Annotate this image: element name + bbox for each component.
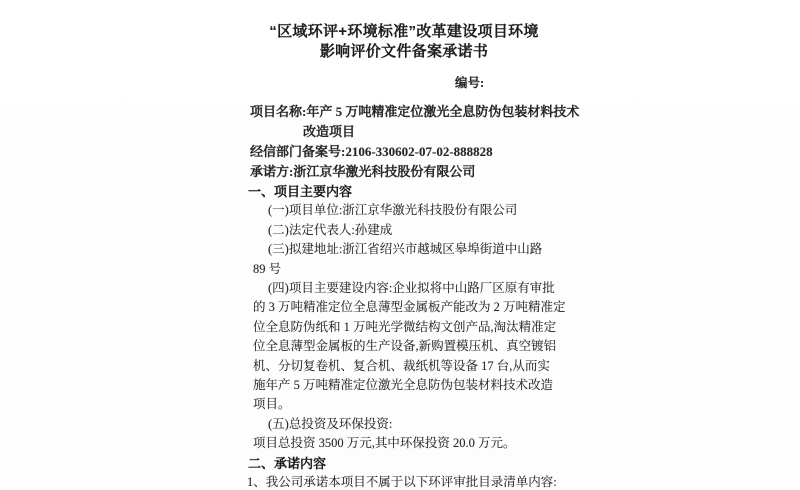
field-project-name: 项目名称:年产 5 万吨精准定位激光全息防伪包装材料技术	[250, 104, 580, 119]
section1-item4-line: 位全息薄型金属板的生产设备,新购置模压机、真空镀铝	[253, 339, 557, 354]
section1-item4-line: 施年产 5 万吨精准定位激光全息防伪包装材料技术改造	[253, 378, 554, 393]
section1-item4-line: 机、分切复卷机、复合机、裁纸机等设备 17 台,从而实	[253, 358, 550, 373]
field-record-number: 经信部门备案号:2106-330602-07-02-888828	[250, 144, 493, 159]
section1-heading: 一、项目主要内容	[248, 184, 353, 199]
header-fields	[243, 102, 580, 182]
section1-item5-continuation: 项目总投资 3500 万元,其中环保投资 20.0 万元。	[253, 436, 516, 451]
document-title-line2: 影响评价文件备案承诺书	[319, 43, 489, 60]
document-number-label: 编号:	[455, 76, 485, 90]
section1-item3: (三)拟建地址:浙江省绍兴市越城区皋埠街道中山路	[268, 242, 543, 257]
section1-item3-continuation: 89 号	[253, 261, 282, 276]
section2-heading: 二、承诺内容	[248, 455, 327, 471]
field-promisor: 承诺方:浙江京华激光科技股份有限公司	[250, 164, 476, 179]
section1-item4-line: (四)项目主要建设内容:企业拟将中山路厂区原有审批	[268, 281, 555, 296]
section1-item4-line: 的 3 万吨精准定位全息薄型金属板产能改为 2 万吨精准定	[253, 300, 566, 315]
section2-item1: 1、我公司承诺本项目不属于以下环评审批目录清单内容:	[247, 475, 557, 490]
document-title-line1: “区域环评+环境标准”改革建设项目环境	[269, 23, 539, 40]
section1-item2: (二)法定代表人:孙建成	[268, 222, 393, 237]
section1-item5: (五)总投资及环保投资:	[268, 416, 393, 431]
scanned-document	[243, 0, 580, 490]
section1-item4-line: 位全息防伪纸和 1 万吨光学微结构文创产品,淘汰精准定	[253, 319, 557, 334]
section1-item4-line: 项目。	[253, 397, 291, 412]
document-title	[243, 22, 565, 62]
section1-item1: (一)项目单位:浙江京华激光科技股份有限公司	[268, 203, 518, 218]
field-project-name-continuation: 改造项目	[303, 124, 356, 139]
